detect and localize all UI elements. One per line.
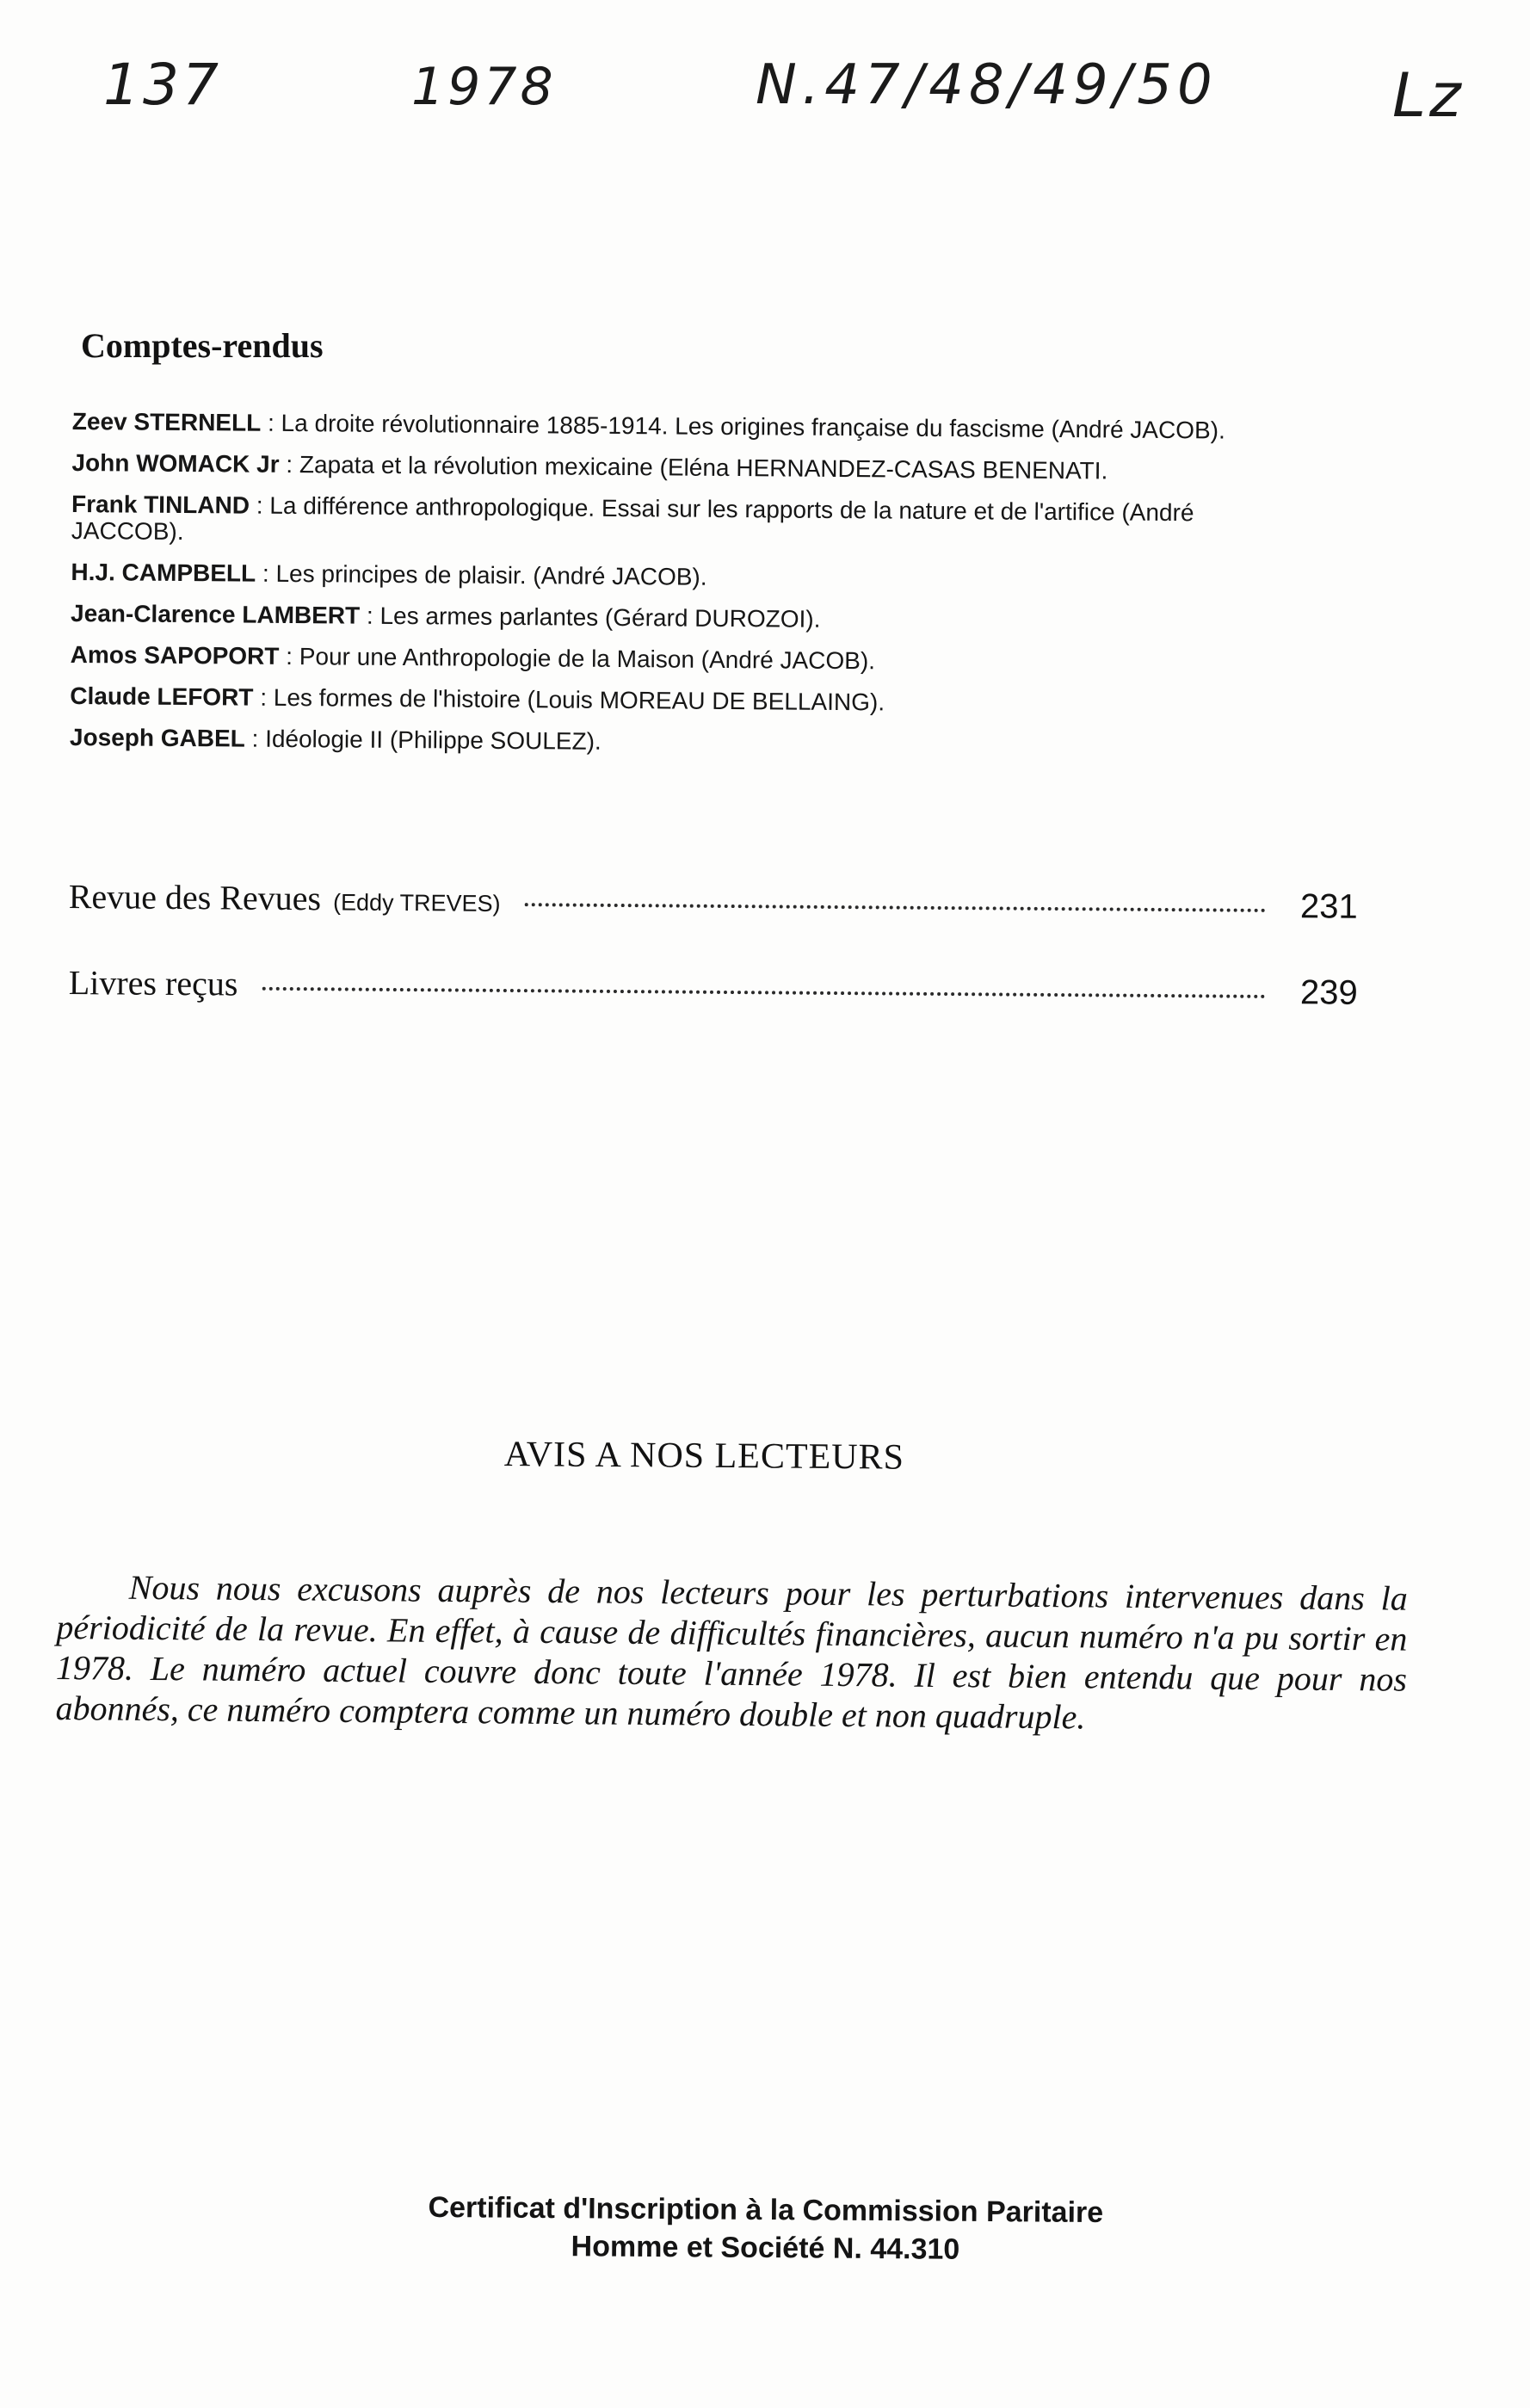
handwritten-mark: Lz xyxy=(1392,60,1465,131)
review-author: John WOMACK Jr xyxy=(71,448,280,478)
notice-heading: AVIS A NOS LECTEURS xyxy=(503,1435,905,1478)
toc-title: Revue des Revues xyxy=(68,876,322,918)
handwritten-page-number: 137 xyxy=(103,52,222,118)
certificate-line: Certificat d'Inscription à la Commission Paritaire xyxy=(428,2190,1104,2230)
dot-leader xyxy=(262,986,1266,998)
reviews-heading: Comptes-rendus xyxy=(81,326,324,365)
certificate-footer xyxy=(257,2187,1274,2270)
review-text: : Zapata et la révolution mexicaine (Eléna HERNANDEZ-CASAS BENENATI. xyxy=(279,450,1108,485)
review-author: H.J. CAMPBELL xyxy=(71,558,256,587)
toc-page-number: 231 xyxy=(1299,887,1358,926)
reviews-list xyxy=(70,408,1260,775)
registration-number: N. 44.310 xyxy=(832,2232,960,2266)
toc-entry-revue-des-revues xyxy=(69,876,1360,938)
dot-leader xyxy=(525,902,1266,912)
toc-subtitle: (Eddy TREVES) xyxy=(332,889,501,917)
toc-title: Livres reçus xyxy=(68,963,238,1003)
publication-name: Homme et Société xyxy=(571,2230,825,2265)
review-author: Zeev STERNELL xyxy=(71,408,262,436)
review-item xyxy=(71,559,1258,595)
review-item xyxy=(71,641,1258,677)
review-text: : Idéologie II (Philippe SOULEZ). xyxy=(244,725,602,755)
review-author: Amos SAPOPORT xyxy=(70,640,280,670)
review-author: Jean-Clarence LAMBERT xyxy=(71,599,361,629)
notice-body: Nous nous excusons auprès de nos lecteurs pour les perturbations intervenues dans la périodicité de la revue. En effet, à cause de difficultés financières, aucun numéro n'a pu sortir en 1978. Le numéro actuel couvre donc toute l'année 1978. Il est bien entendu que pour nos abonnés, ce numéro comptera comme un numéro double et non quadruple. xyxy=(55,1567,1408,1737)
review-author: Claude LEFORT xyxy=(70,682,254,711)
review-item xyxy=(72,408,1260,444)
review-item xyxy=(71,491,1259,553)
review-author: Joseph GABEL xyxy=(69,723,245,752)
review-text: : Pour une Anthropologie de la Maison (André JACOB). xyxy=(279,642,876,675)
review-text: : La droite révolutionnaire 1885-1914. Les origines française du fascisme (André JACOB). xyxy=(261,409,1225,444)
review-item xyxy=(71,600,1258,636)
review-item xyxy=(70,682,1257,719)
review-text: : Les armes parlantes (Gérard DUROZOI). xyxy=(360,602,821,633)
review-item xyxy=(70,724,1257,760)
review-text: : Les principes de plaisir. (André JACOB). xyxy=(256,559,707,590)
review-text: : La différence anthropologique. Essai sur les rapports de la nature et de l'artifice (André JACCOB). xyxy=(71,491,1194,546)
certificate-publication-line xyxy=(257,2225,1273,2270)
review-author: Frank TINLAND xyxy=(71,490,250,519)
handwritten-issue-numbers: N.47/48/49/50 xyxy=(756,53,1218,117)
review-item xyxy=(71,449,1259,485)
toc-entry-livres-recus xyxy=(69,962,1360,1024)
review-text: : Les formes de l'histoire (Louis MOREAU DE BELLAING). xyxy=(253,683,885,716)
toc-page-number: 239 xyxy=(1299,973,1358,1012)
handwritten-year: 1978 xyxy=(411,57,557,117)
